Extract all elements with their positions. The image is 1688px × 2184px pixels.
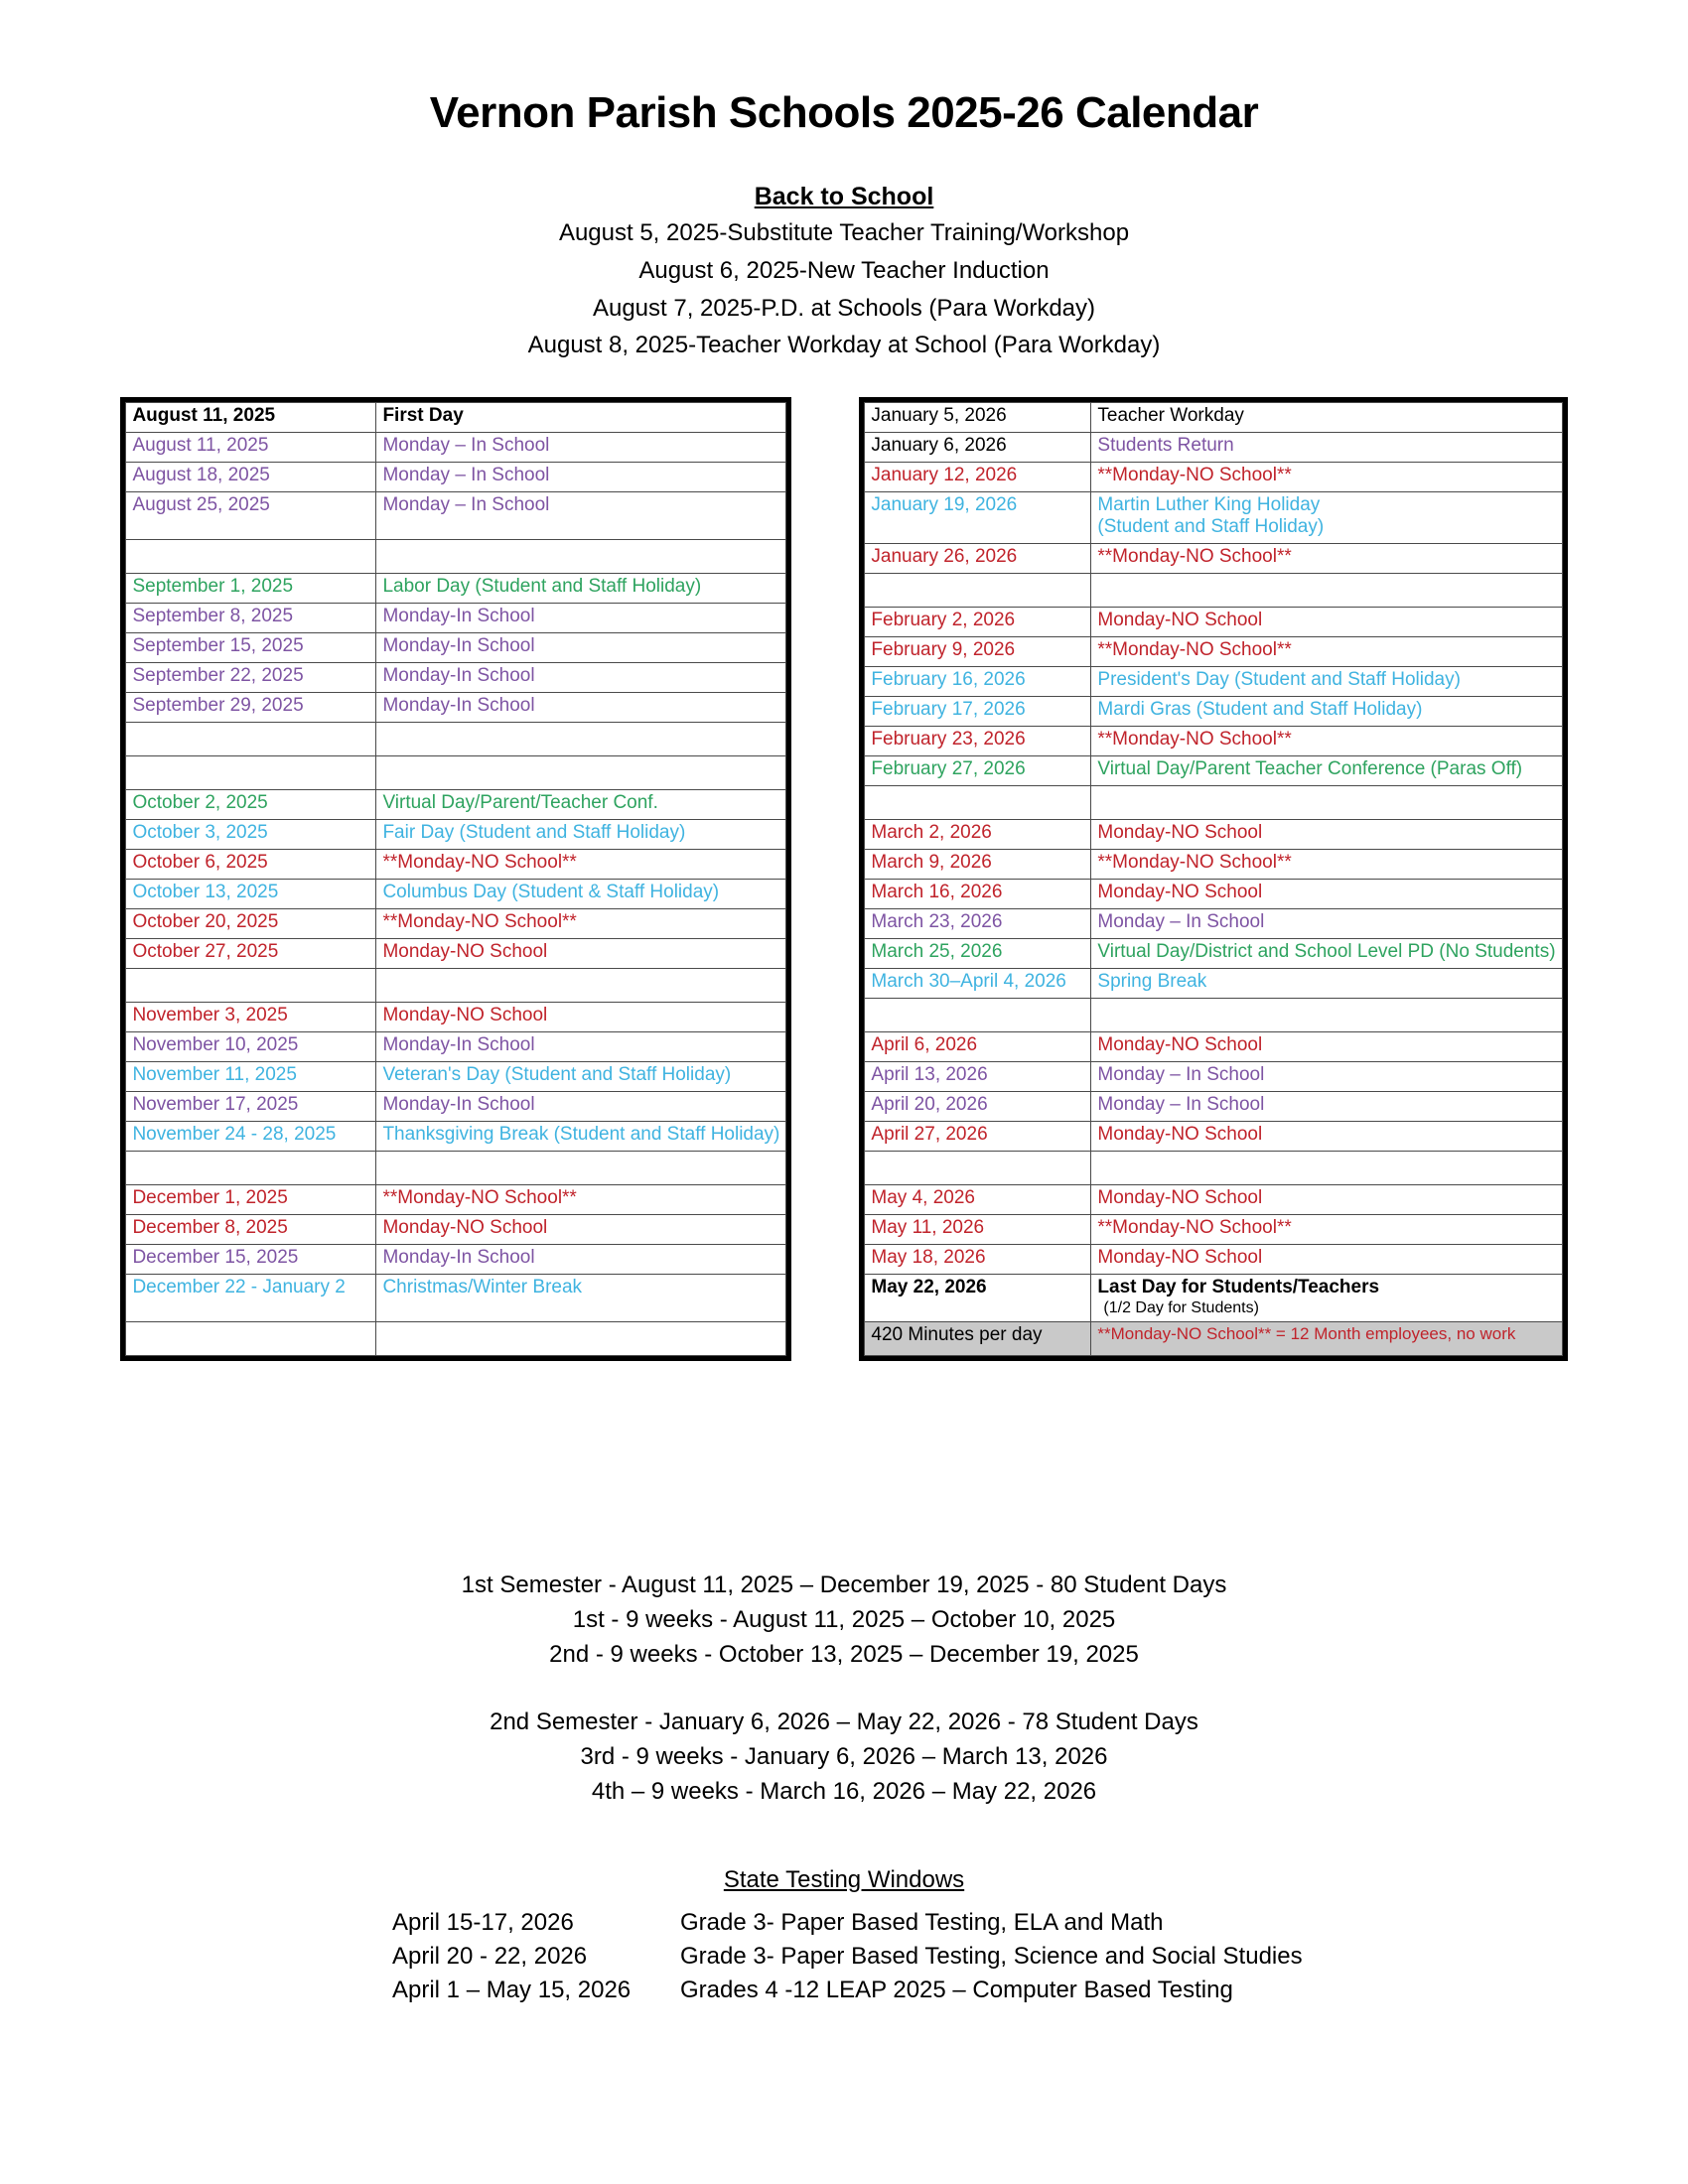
row-date-cell: September 1, 2025 [126, 574, 376, 604]
semester-line: 1st - 9 weeks - August 11, 2025 – October 10, 2025 [572, 1605, 1116, 1633]
table-row [126, 909, 786, 939]
row-date-cell [865, 786, 1091, 820]
table-row [126, 1122, 786, 1152]
row-description-cell: Monday – In School [376, 433, 786, 463]
row-date-cell: December 22 - January 2 [126, 1275, 376, 1322]
state-testing-section [0, 1866, 1688, 2007]
row-description-cell: Monday-In School [376, 604, 786, 633]
row-date-cell: January 6, 2026 [865, 433, 1091, 463]
row-description-cell: Monday-NO School [1091, 1122, 1562, 1152]
row-date-cell: May 11, 2026 [865, 1215, 1091, 1245]
row-date-cell: January 12, 2026 [865, 463, 1091, 492]
row-date-cell: November 3, 2025 [126, 1003, 376, 1032]
row-date-cell: October 13, 2025 [126, 880, 376, 909]
table-spacer-row [865, 574, 1562, 608]
row-date-cell: September 15, 2025 [126, 633, 376, 663]
row-description-cell [376, 723, 786, 756]
row-date-cell: February 16, 2026 [865, 667, 1091, 697]
row-date-cell: May 4, 2026 [865, 1185, 1091, 1215]
table-row [865, 608, 1562, 637]
table-footer-row [865, 1322, 1562, 1356]
row-description-cell: Monday – In School [376, 492, 786, 540]
row-description-cell: Spring Break [1091, 969, 1562, 999]
row-date-cell: October 6, 2025 [126, 850, 376, 880]
row-date-cell: March 2, 2026 [865, 820, 1091, 850]
table-row [865, 1092, 1562, 1122]
back-to-school-line: August 8, 2025-Teacher Workday at School (Para Workday) [527, 332, 1161, 359]
row-date-cell: August 11, 2025 [126, 403, 376, 433]
row-description-cell: **Monday-NO School** [1091, 1215, 1562, 1245]
row-description-cell: Labor Day (Student and Staff Holiday) [376, 574, 786, 604]
row-description-cell: Monday-In School [376, 1092, 786, 1122]
row-date-cell: February 2, 2026 [865, 608, 1091, 637]
table-row [126, 1275, 786, 1322]
table-row [126, 790, 786, 820]
minutes-per-day-label: 420 Minutes per day [865, 1322, 1091, 1356]
row-description-cell [1091, 786, 1562, 820]
row-description-cell: **Monday-NO School** [1091, 637, 1562, 667]
row-date-cell: April 13, 2026 [865, 1062, 1091, 1092]
row-description-cell: Monday-NO School [1091, 1032, 1562, 1062]
table-row [865, 1062, 1562, 1092]
row-description-line: Martin Luther King Holiday [1097, 494, 1321, 515]
row-description-line: (Student and Staff Holiday) [1097, 516, 1325, 538]
table-row [126, 1245, 786, 1275]
row-date-cell: February 23, 2026 [865, 727, 1091, 756]
table-row [865, 1032, 1562, 1062]
table-row [126, 633, 786, 663]
table-row [126, 433, 786, 463]
table-row [865, 544, 1562, 574]
row-date-cell: April 20, 2026 [865, 1092, 1091, 1122]
row-description-cell: President's Day (Student and Staff Holiday) [1091, 667, 1562, 697]
row-description-cell: Monday-NO School [1091, 1185, 1562, 1215]
row-date-cell: December 1, 2025 [126, 1185, 376, 1215]
table-row [865, 1245, 1562, 1275]
row-date-cell: March 9, 2026 [865, 850, 1091, 880]
table-spacer-row [126, 969, 786, 1003]
table-row [126, 403, 786, 433]
state-testing-title: State Testing Windows [723, 1866, 965, 1893]
row-description-cell: **Monday-NO School** [1091, 850, 1562, 880]
table-row [865, 727, 1562, 756]
state-testing-date: April 15-17, 2026 [392, 1909, 574, 1936]
row-date-cell: December 8, 2025 [126, 1215, 376, 1245]
table-row [126, 880, 786, 909]
state-testing-row [0, 1974, 1688, 2007]
row-date-cell: August 11, 2025 [126, 433, 376, 463]
row-description-cell: Teacher Workday [1091, 403, 1562, 433]
row-date-cell: November 17, 2025 [126, 1092, 376, 1122]
back-to-school-lines [0, 219, 1688, 359]
row-date-cell: May 22, 2026 [865, 1275, 1091, 1322]
row-date-cell: January 26, 2026 [865, 544, 1091, 574]
row-description-cell [376, 1152, 786, 1185]
row-description-cell [1091, 1152, 1562, 1185]
row-date-cell: December 15, 2025 [126, 1245, 376, 1275]
table-row [865, 1275, 1562, 1322]
row-description-cell [1091, 574, 1562, 608]
table-row [865, 820, 1562, 850]
row-date-cell [126, 540, 376, 574]
row-date-cell: November 10, 2025 [126, 1032, 376, 1062]
row-date-cell: October 20, 2025 [126, 909, 376, 939]
row-date-cell [126, 723, 376, 756]
state-testing-row [0, 1906, 1688, 1940]
row-date-cell: April 6, 2026 [865, 1032, 1091, 1062]
table-row [126, 604, 786, 633]
table-row [126, 574, 786, 604]
state-testing-desc: Grades 4 -12 LEAP 2025 – Computer Based Testing [680, 1977, 1233, 2004]
table-row [126, 1185, 786, 1215]
row-description-cell: Columbus Day (Student & Staff Holiday) [376, 880, 786, 909]
table-row [865, 433, 1562, 463]
row-description-cell: Monday – In School [376, 463, 786, 492]
table-spacer-row [865, 1152, 1562, 1185]
row-description-cell: Virtual Day/Parent Teacher Conference (Paras Off) [1091, 756, 1562, 786]
row-description-cell: Last Day for Students/Teachers (1/2 Day for Students) [1091, 1275, 1562, 1322]
table-spacer-row [126, 723, 786, 756]
table-spacer-row [865, 786, 1562, 820]
row-date-cell: May 18, 2026 [865, 1245, 1091, 1275]
table-row [126, 1032, 786, 1062]
table-row [865, 756, 1562, 786]
table-row [865, 492, 1562, 544]
row-date-cell: February 9, 2026 [865, 637, 1091, 667]
row-date-cell: August 18, 2025 [126, 463, 376, 492]
table-row [126, 1062, 786, 1092]
row-description-cell: Monday – In School [1091, 1062, 1562, 1092]
state-testing-date: April 1 – May 15, 2026 [392, 1977, 632, 2004]
row-date-cell: October 2, 2025 [126, 790, 376, 820]
table-row [865, 1122, 1562, 1152]
row-description-cell: **Monday-NO School** [376, 909, 786, 939]
row-description-cell [376, 1322, 786, 1356]
row-date-cell: September 22, 2025 [126, 663, 376, 693]
table-row [126, 939, 786, 969]
row-description-cell: Christmas/Winter Break [376, 1275, 786, 1322]
row-description-cell: Monday-NO School [376, 1215, 786, 1245]
row-date-cell: February 17, 2026 [865, 697, 1091, 727]
table-row [865, 403, 1562, 433]
table-spacer-row [126, 1322, 786, 1356]
row-description-cell: **Monday-NO School** [1091, 544, 1562, 574]
row-date-cell [126, 756, 376, 790]
table-row [865, 969, 1562, 999]
row-date-cell: November 24 - 28, 2025 [126, 1122, 376, 1152]
state-testing-desc: Grade 3- Paper Based Testing, Science and Social Studies [680, 1943, 1303, 1971]
row-description-cell: Virtual Day/Parent/Teacher Conf. [376, 790, 786, 820]
row-description-cell: **Monday-NO School** [376, 1185, 786, 1215]
table-spacer-row [126, 540, 786, 574]
row-description-cell: Monday-NO School [1091, 880, 1562, 909]
calendar-tables [0, 397, 1688, 1361]
row-description-cell: Monday-NO School [1091, 608, 1562, 637]
table-row [126, 1003, 786, 1032]
table-row [865, 880, 1562, 909]
row-date-cell: March 23, 2026 [865, 909, 1091, 939]
row-date-cell: September 29, 2025 [126, 693, 376, 723]
page-title: Vernon Parish Schools 2025-26 Calendar [429, 88, 1259, 137]
table-row [126, 663, 786, 693]
row-date-cell: January 19, 2026 [865, 492, 1091, 544]
row-date-cell [865, 574, 1091, 608]
row-description-cell: Monday-NO School [376, 1003, 786, 1032]
row-date-cell [126, 1152, 376, 1185]
row-description-cell: Monday-NO School [1091, 1245, 1562, 1275]
table-row [126, 693, 786, 723]
table-spacer-row [126, 1152, 786, 1185]
table-row [865, 697, 1562, 727]
row-description-cell: Mardi Gras (Student and Staff Holiday) [1091, 697, 1562, 727]
row-description-cell: Monday-NO School [1091, 820, 1562, 850]
back-to-school-line: August 5, 2025-Substitute Teacher Training/Workshop [558, 219, 1130, 246]
row-description-cell [1091, 492, 1562, 544]
row-date-cell: August 25, 2025 [126, 492, 376, 540]
row-date-cell [126, 1322, 376, 1356]
row-date-cell: January 5, 2026 [865, 403, 1091, 433]
row-description-cell [1091, 999, 1562, 1032]
row-date-cell: November 11, 2025 [126, 1062, 376, 1092]
row-description-cell: **Monday-NO School** [1091, 727, 1562, 756]
state-testing-date: April 20 - 22, 2026 [392, 1943, 588, 1971]
semester-line: 2nd - 9 weeks - October 13, 2025 – December 19, 2025 [549, 1640, 1139, 1668]
spring-semester-table [864, 402, 1562, 1356]
row-date-cell: February 27, 2026 [865, 756, 1091, 786]
row-description-cell: **Monday-NO School** [1091, 463, 1562, 492]
table-row [865, 909, 1562, 939]
row-date-cell: October 27, 2025 [126, 939, 376, 969]
fall-semester-table-container [120, 397, 791, 1361]
row-description-cell: Monday-In School [376, 663, 786, 693]
table-row [126, 492, 786, 540]
row-description-cell: Fair Day (Student and Staff Holiday) [376, 820, 786, 850]
table-row [865, 1185, 1562, 1215]
row-description-cell: **Monday-NO School** [376, 850, 786, 880]
back-to-school-heading: Back to School [754, 183, 934, 210]
row-description-cell: First Day [376, 403, 786, 433]
row-description-cell [376, 540, 786, 574]
row-date-cell [126, 969, 376, 1003]
fall-semester-table [125, 402, 786, 1356]
back-to-school-line: August 7, 2025-P.D. at Schools (Para Workday) [592, 294, 1096, 322]
row-date-cell: October 3, 2025 [126, 820, 376, 850]
row-description-cell: Monday-In School [376, 1032, 786, 1062]
row-description-cell: Monday-In School [376, 693, 786, 723]
table-row [865, 637, 1562, 667]
semester-line: 4th – 9 weeks - March 16, 2026 – May 22, 2026 [591, 1777, 1097, 1805]
row-description-cell: Virtual Day/District and School Level PD (No Students) [1091, 939, 1562, 969]
semester-line: 3rd - 9 weeks - January 6, 2026 – March 13, 2026 [580, 1743, 1108, 1771]
table-row [126, 820, 786, 850]
semester-summary [0, 1569, 1688, 1810]
row-date-cell [865, 999, 1091, 1032]
table-row [126, 850, 786, 880]
row-date-cell: September 8, 2025 [126, 604, 376, 633]
state-testing-row [0, 1940, 1688, 1974]
row-description-cell: Monday – In School [1091, 1092, 1562, 1122]
table-row [126, 1092, 786, 1122]
row-date-cell: April 27, 2026 [865, 1122, 1091, 1152]
row-description-cell: Veteran's Day (Student and Staff Holiday) [376, 1062, 786, 1092]
table-row [865, 850, 1562, 880]
row-date-cell: March 30–April 4, 2026 [865, 969, 1091, 999]
table-row [865, 1215, 1562, 1245]
table-spacer-row [126, 756, 786, 790]
table-spacer-row [865, 999, 1562, 1032]
spring-semester-table-container [859, 397, 1567, 1361]
row-description-subnote: (1/2 Day for Students) [1103, 1299, 1259, 1317]
row-description-cell: Thanksgiving Break (Student and Staff Holiday) [376, 1122, 786, 1152]
table-row [865, 463, 1562, 492]
table-row [865, 939, 1562, 969]
table-row [126, 1215, 786, 1245]
row-date-cell [865, 1152, 1091, 1185]
state-testing-desc: Grade 3- Paper Based Testing, ELA and Math [680, 1909, 1164, 1936]
back-to-school-line: August 6, 2025-New Teacher Induction [638, 256, 1050, 284]
row-description-cell: Monday-In School [376, 633, 786, 663]
semester-spacer [0, 1672, 1688, 1706]
row-description-cell [376, 756, 786, 790]
row-date-cell: March 25, 2026 [865, 939, 1091, 969]
row-description-cell [376, 969, 786, 1003]
row-description-cell: Monday-In School [376, 1245, 786, 1275]
row-date-cell: March 16, 2026 [865, 880, 1091, 909]
row-description-cell: Monday-NO School [376, 939, 786, 969]
legend-note: **Monday-NO School** = 12 Month employees, no work [1091, 1322, 1562, 1356]
row-description-cell: Students Return [1091, 433, 1562, 463]
table-row [126, 463, 786, 492]
row-description-cell: Monday – In School [1091, 909, 1562, 939]
table-row [865, 667, 1562, 697]
semester-line: 1st Semester - August 11, 2025 – December 19, 2025 - 80 Student Days [461, 1571, 1227, 1598]
semester-line: 2nd Semester - January 6, 2026 – May 22, 2026 - 78 Student Days [490, 1708, 1198, 1736]
